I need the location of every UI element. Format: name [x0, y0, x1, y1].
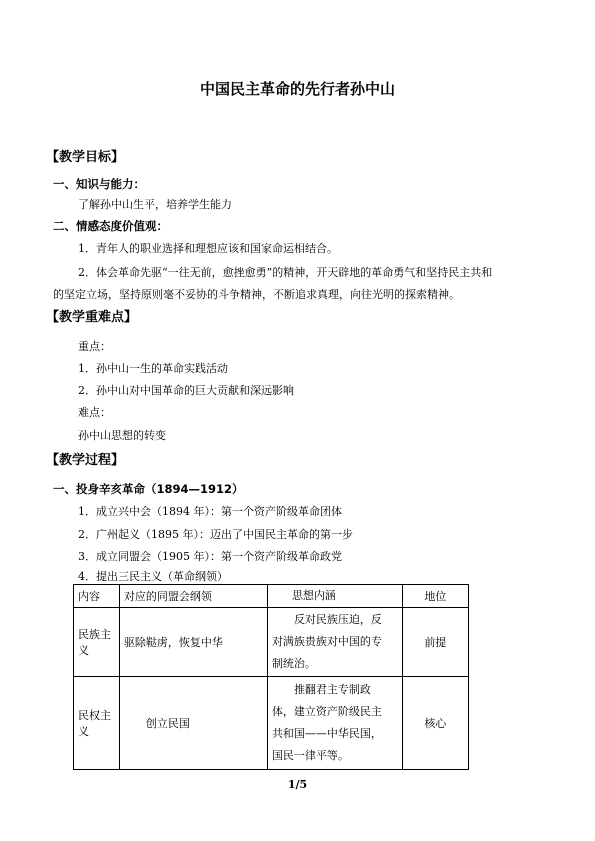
row-status: 核心 — [402, 677, 468, 770]
table-header-row — [74, 585, 469, 608]
row-meaning — [267, 677, 402, 770]
meaning-line: 推翻君主专制政 — [293, 683, 371, 696]
emotion-heading: 二、情感态度价值观： — [53, 219, 168, 233]
page-title: 中国民主革命的先行者孙中山 — [199, 80, 395, 98]
difficulty-label: 难点： — [78, 406, 111, 419]
row-status: 前提 — [402, 608, 468, 677]
knowledge-text: 了解孙中山生平，培养学生能力 — [78, 198, 232, 211]
part1-item-4: 4．提出三民主义（革命纲领） — [78, 570, 228, 583]
knowledge-heading: 一、知识与能力： — [53, 177, 145, 191]
part1-heading: 一、投身辛亥革命（1894—1912） — [53, 482, 244, 496]
row-meaning — [267, 608, 402, 677]
row-content: 民权主义 — [74, 677, 120, 770]
goals-heading: 【教学目标】 — [46, 150, 125, 165]
meaning-line: 体，建立资产阶级民主 — [271, 705, 382, 718]
page-number: 1/5 — [287, 778, 308, 791]
row-program: 驱除鞑虏，恢复中华 — [119, 608, 267, 677]
part1-item-2: 2．广州起义（1895 年）：迈出了中国民主革命的第一步 — [78, 528, 353, 541]
emotion-item-2-line-1: 2．体会革命先驱“一往无前，愈挫愈勇”的精神，开天辟地的革命勇气和坚持民主共和 — [78, 266, 493, 279]
row-content: 民族主义 — [74, 608, 120, 677]
focus-label: 重点： — [78, 340, 111, 353]
three-principles-table — [73, 584, 469, 770]
header-meaning: 思想内涵 — [267, 585, 402, 608]
meaning-line: 反对民族压迫，反 — [293, 613, 382, 626]
focus-item-1: 1．孙中山一生的革命实践活动 — [78, 362, 228, 375]
meaning-line: 对满族贵族对中国的专 — [271, 635, 382, 648]
part1-item-1: 1．成立兴中会（1894 年）：第一个资产阶级革命团体 — [78, 505, 342, 518]
process-heading: 【教学过程】 — [46, 453, 125, 468]
header-status: 地位 — [402, 585, 468, 608]
header-content: 内容 — [74, 585, 120, 608]
meaning-line: 共和国——中华民国， — [271, 727, 382, 740]
difficulty-text: 孙中山思想的转变 — [78, 429, 166, 442]
keypoints-heading: 【教学重难点】 — [46, 310, 138, 325]
emotion-item-1: 1．青年人的职业选择和理想应该和国家命运相结合。 — [78, 242, 338, 255]
part1-item-3: 3．成立同盟会（1905 年）：第一个资产阶级革命政党 — [78, 550, 342, 563]
meaning-line: 制统治。 — [271, 657, 316, 670]
table-row — [74, 677, 469, 770]
table-row — [74, 608, 469, 677]
focus-item-2: 2．孙中山对中国革命的巨大贡献和深远影响 — [78, 384, 294, 397]
emotion-item-2-line-2: 的坚定立场，坚持原则毫不妥协的斗争精神，不断追求真理，向往光明的探索精神。 — [53, 288, 460, 301]
header-program: 对应的同盟会纲领 — [119, 585, 267, 608]
meaning-line: 国民一律平等。 — [271, 749, 349, 762]
row-program: 创立民国 — [119, 677, 267, 770]
